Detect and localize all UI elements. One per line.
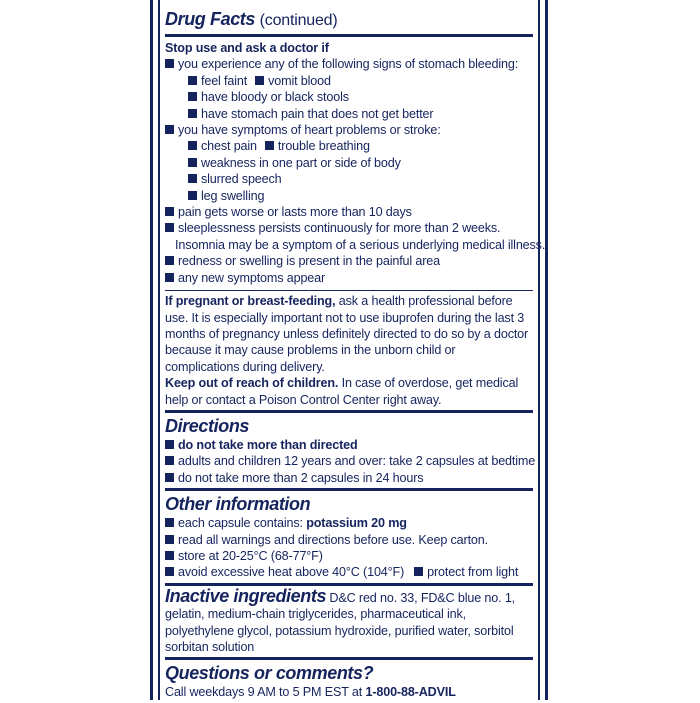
bullet-item — [165, 89, 533, 105]
bullet-item — [165, 564, 533, 580]
bullet-item — [165, 515, 533, 531]
bullet-text: any new symptoms appear — [178, 270, 326, 285]
bullet-square-icon — [165, 223, 174, 232]
drug-facts-title — [165, 8, 533, 32]
bullet-square-icon — [188, 76, 197, 85]
bullet-square-icon — [188, 109, 197, 118]
bullet-text: feel faint — [201, 73, 248, 88]
bullet-item — [165, 188, 533, 204]
directions-title: Directions — [165, 415, 250, 436]
bullet-text: you have symptoms of heart problems or stroke: — [178, 123, 441, 138]
other-information-section — [165, 488, 533, 583]
bullet-text: do not take more than 2 capsules in 24 hours — [178, 470, 424, 485]
bullet-text: pain gets worse or lasts more than 10 days — [178, 205, 412, 220]
bullet-text: each capsule contains: — [178, 516, 303, 531]
bullet-square-icon — [165, 567, 174, 576]
questions-text: Call weekdays 9 AM to 5 PM EST at — [165, 685, 363, 700]
children-bold: Keep out of reach of children. — [165, 376, 339, 391]
children-text: In case of overdose, get medical help or contact a Poison Control Center right away. — [165, 376, 519, 407]
bullet-text: protect from light — [427, 565, 519, 580]
bullet-square-icon — [165, 59, 174, 68]
drug-facts-panel — [150, 0, 548, 700]
inactive-ingredients-section — [165, 583, 533, 658]
bullet-square-icon — [165, 256, 174, 265]
bullet-text: do not take more than directed — [178, 437, 358, 452]
bullet-square-icon — [165, 473, 174, 482]
questions-section — [165, 657, 533, 702]
bullet-square-icon — [188, 141, 197, 150]
bullet-square-icon — [165, 273, 174, 282]
bullet-text: store at 20-25°C (68-77°F) — [178, 548, 323, 563]
children-warning — [165, 375, 533, 408]
bullet-text: read all warnings and directions before use. Keep carton. — [178, 532, 488, 547]
bullet-square-icon — [165, 440, 174, 449]
other-information-title: Other information — [165, 494, 311, 515]
bullet-text: have bloody or black stools — [201, 90, 349, 105]
bullet-square-icon — [265, 141, 274, 150]
bullet-square-icon — [188, 92, 197, 101]
bullet-square-icon — [414, 567, 423, 576]
bullet-square-icon — [165, 456, 174, 465]
bullet-item — [165, 437, 533, 453]
bullet-square-icon — [188, 174, 197, 183]
bullet-text: you experience any of the following signs of stomach bleeding: — [178, 57, 519, 72]
inactive-ingredients-title: Inactive ingredients — [165, 585, 327, 606]
drug-facts-header — [165, 0, 533, 34]
bullet-square-icon — [165, 551, 174, 560]
pregnancy-bold: If pregnant or breast-feeding, — [165, 294, 336, 309]
bullet-square-icon — [188, 158, 197, 167]
phone-number: 1-800-88-ADVIL — [365, 685, 456, 700]
drug-facts-box — [158, 0, 546, 700]
bullet-text: have stomach pain that does not get better — [201, 106, 434, 121]
bullet-item — [165, 155, 533, 171]
bullet-text: leg swelling — [201, 188, 265, 203]
bullet-item — [165, 171, 533, 187]
bullet-text: vomit blood — [268, 73, 331, 88]
bullet-item — [165, 220, 533, 236]
bullet-text: slurred speech — [201, 172, 282, 187]
insomnia-note: Insomnia may be a symptom of a serious underlying medical illness. — [175, 237, 546, 252]
bullet-square-icon — [165, 535, 174, 544]
bullet-item — [165, 106, 533, 122]
bullet-item — [165, 122, 533, 138]
bullet-item — [165, 253, 533, 269]
bullet-square-icon — [188, 191, 197, 200]
questions-title: Questions or comments? — [165, 663, 374, 684]
bullet-item — [165, 56, 533, 72]
pregnancy-text: ask a health professional before use. It is especially important not to use ibuprofen during the last 3 months of pregnancy unless definitely directed to do so by a doctor because it may cause problems in the unborn child or complications during delivery. — [165, 294, 529, 374]
bullet-text: trouble breathing — [277, 139, 370, 154]
bullet-item — [165, 270, 533, 286]
bullet-item — [165, 73, 533, 89]
bullet-text: sleeplessness persists continuously for more than 2 weeks. — [178, 221, 501, 236]
stop-use-heading: Stop use and ask a doctor if — [165, 41, 329, 55]
bullet-text: chest pain — [201, 139, 257, 154]
inactive-ingredients-text: D&C red no. 33, FD&C blue no. 1, gelatin, medium-chain triglycerides, pharmaceutical ink, polyethylene glycol, potassium hydroxide, purified water, sorbitol sorbitan solution — [165, 590, 516, 654]
bullet-item — [165, 204, 533, 220]
bullet-item — [165, 453, 536, 469]
questions-line — [165, 684, 533, 700]
bullet-square-icon — [255, 76, 264, 85]
inactive-ingredients — [165, 585, 533, 656]
stop-use-section — [165, 34, 546, 288]
bullet-text: redness or swelling is present in the painful area — [178, 254, 441, 269]
bullet-text: adults and children 12 years and over: take 2 capsules at bedtime — [178, 454, 536, 469]
directions-section — [165, 410, 536, 488]
bullet-square-icon — [165, 125, 174, 134]
bullet-square-icon — [165, 518, 174, 527]
bullet-text: avoid excessive heat above 40°C (104°F) — [178, 565, 405, 580]
bullet-item — [165, 548, 533, 564]
title-text: Drug Facts — [165, 9, 256, 29]
capsule-value: potassium 20 mg — [306, 516, 407, 531]
bullet-item — [165, 138, 533, 154]
pregnancy-section — [165, 290, 533, 410]
bullet-text: weakness in one part or side of body — [201, 155, 401, 170]
bullet-item — [165, 532, 533, 548]
bullet-item — [165, 470, 533, 486]
pregnancy-warning — [165, 293, 533, 375]
title-suffix: (continued) — [259, 12, 338, 29]
bullet-square-icon — [165, 207, 174, 216]
